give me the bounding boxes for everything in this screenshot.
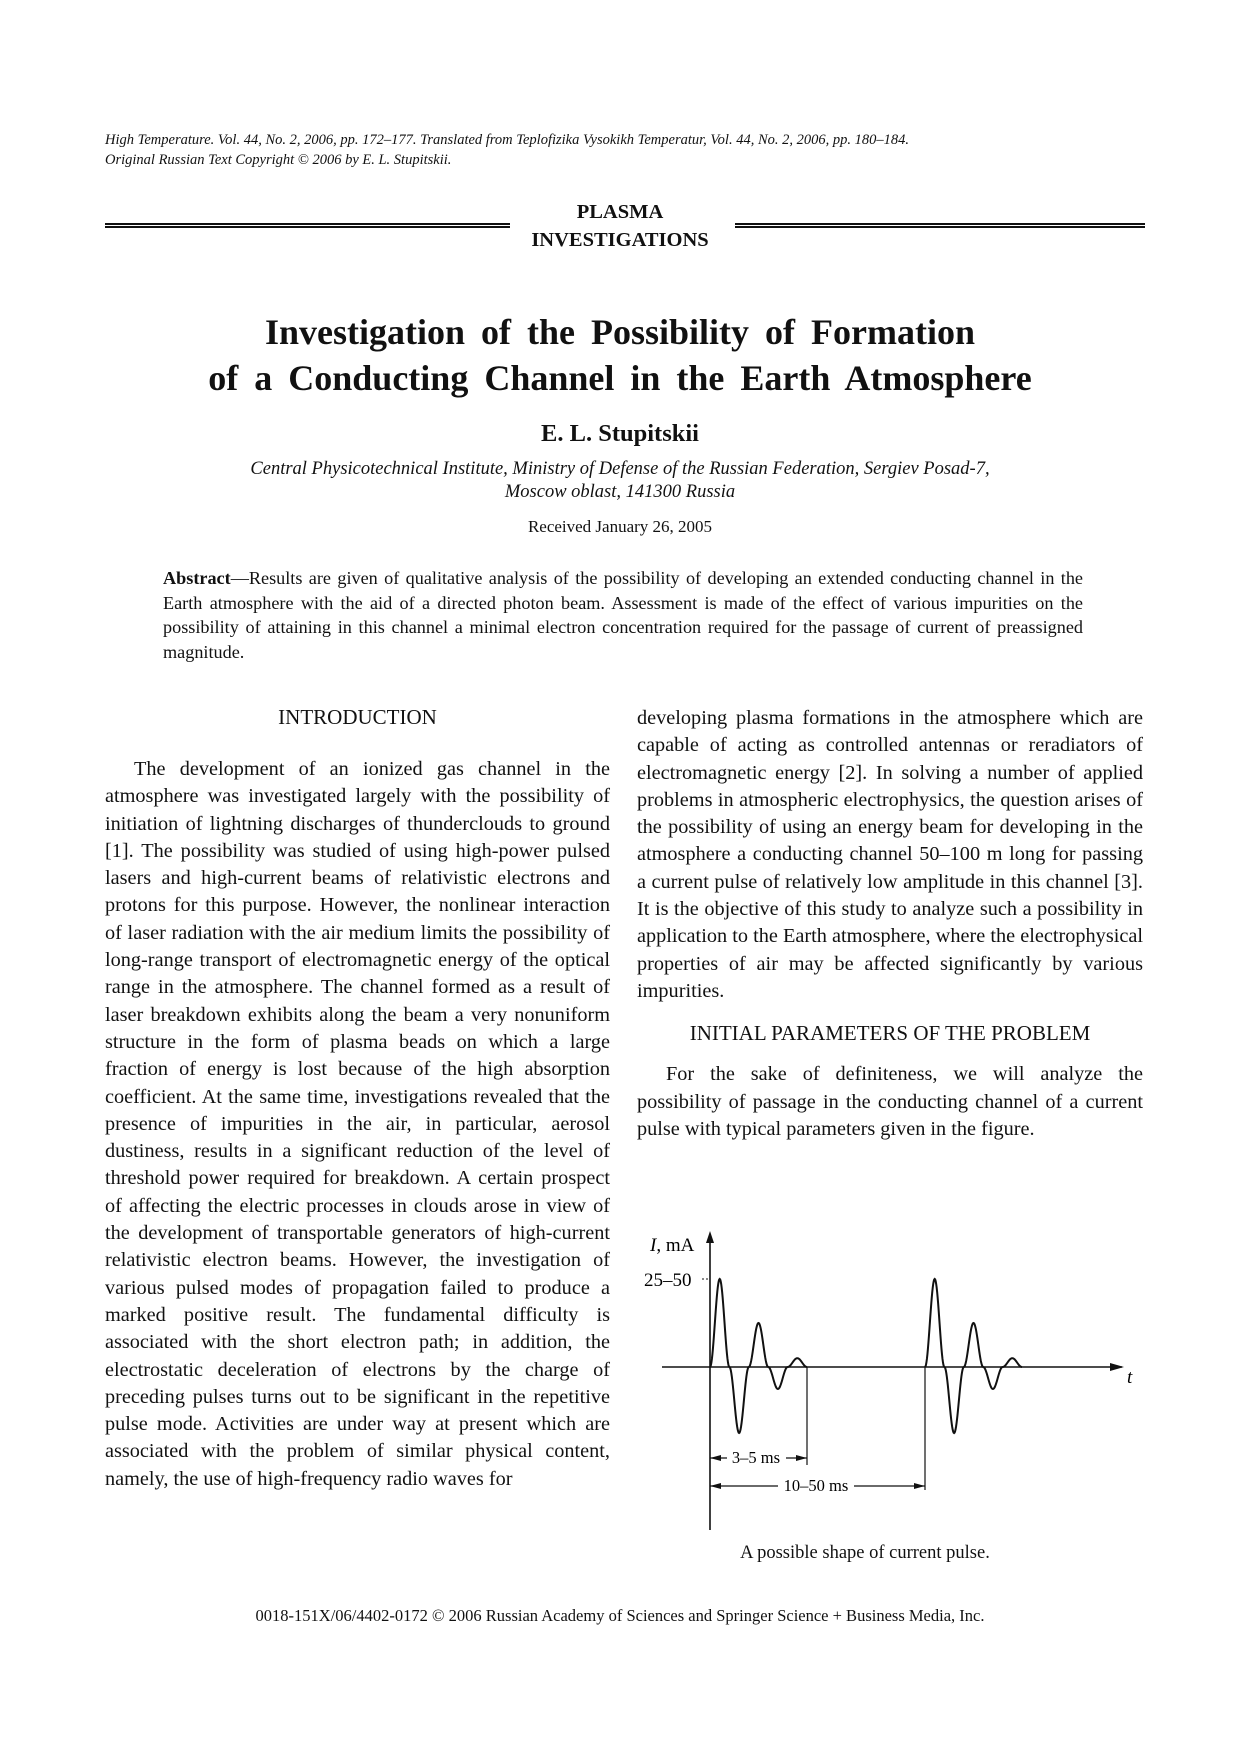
pulse-waveform-2 xyxy=(925,1279,1022,1433)
y-axis-label xyxy=(649,1235,695,1256)
abstract-text: —Results are given of qualitative analysis of the possibility of developing an extended conducting channel in the Earth atmosphere with the aid of a directed photon beam. Assessment is made of the effect of various impurities on the possibility of attaining in this channel a minimal electron concentration required for the passage of current of preassigned magnitude. xyxy=(163,568,1083,662)
author-name: E. L. Stupitskii xyxy=(541,420,699,447)
x-axis-arrow-icon xyxy=(1110,1363,1124,1371)
journal-citation: High Temperature. Vol. 44, No. 2, 2006, pp. 172–177. Translated from Teplofizika Vysokikh Temperatur, Vol. 44, No. 2, 2006, pp. 180–184. xyxy=(105,132,909,148)
section-heading-line2: INVESTIGATIONS xyxy=(531,229,709,251)
introduction-heading: INTRODUCTION xyxy=(278,705,437,729)
page-footer: 0018-151X/06/4402-0172 © 2006 Russian Academy of Sciences and Springer Science + Business Media, Inc. xyxy=(255,1606,985,1625)
y-axis-label-var: I xyxy=(650,1235,657,1256)
affiliation-line1: Central Physicotechnical Institute, Ministry of Defense of the Russian Federation, Sergiev Posad-7, xyxy=(250,459,990,479)
dim-short-arrow-right-icon xyxy=(796,1455,807,1461)
section-heading xyxy=(0,198,1240,254)
y-axis-arrow-icon xyxy=(706,1231,714,1243)
right-column xyxy=(637,705,1143,1143)
introduction-continuation: developing plasma formations in the atmosphere which are capable of acting as controlled antennas or reradiators of electromagnetic energy [2]. In solving a number of applied problems in atmospheric electrophysics, the question arises of the possibility of using an energy beam for developing in the atmosphere a conducting channel 50–100 m long for passing a current pulse of relatively low amplitude in this channel [3]. It is the objective of this study to analyze such a possibility in application to the Earth atmosphere, where the electrophysical properties of air may be affected significantly by various impurities. xyxy=(637,707,1143,1002)
introduction-paragraph: The development of an ionized gas channel in the atmosphere was investigated largely with the possibility of initiation of lightning discharges of thunderclouds to ground [1]. The possibility was studied of using high-power pulsed lasers and high-current beams of relativistic electrons and protons for this purpose. However, the nonlinear interaction of laser radiation with the air medium limits the possibility of long-range transport of electromagnetic energy of the optical range in the atmosphere. The channel formed as a result of laser breakdown exhibits along the beam a very nonuniform structure in the form of plasma beads on which a large fraction of energy is lost because of the high absorption coefficient. At the same time, investigations revealed that the presence of impurities in the air, in particular, aerosol dustiness, results in a significant reduction of the level of threshold power required for breakdown. A certain prospect of affecting the electric processes in clouds arose in view of the development of transportable generators of high-current relativistic electron beams. However, the investigation of various pulsed modes of propagation failed to produce a marked positive result. The fundamental difficulty is associated with the short electron path; in addition, the electrostatic deceleration of electrons by the charge of preceding pulses turns out to be significant in the repetitive pulse mode. Activities are under way at present which are associated with the problem of similar physical content, namely, the use of high-frequency radio waves for xyxy=(105,758,610,1490)
abstract-label: Abstract xyxy=(163,568,231,588)
affiliation-line2: Moscow oblast, 141300 Russia xyxy=(504,482,736,502)
y-tick-label: 25–50 xyxy=(644,1270,692,1291)
x-axis-label: t xyxy=(1127,1367,1133,1388)
section-heading-line1: PLASMA xyxy=(576,201,664,223)
initial-parameters-heading: INITIAL PARAMETERS OF THE PROBLEM xyxy=(689,1021,1091,1046)
abstract xyxy=(163,566,1083,664)
figure-caption: A possible shape of current pulse. xyxy=(740,1543,990,1563)
dim-short-arrow-left-icon xyxy=(710,1455,721,1461)
copyright-notice: Original Russian Text Copyright © 2006 by E. L. Stupitskii. xyxy=(105,152,452,168)
pulse-waveform-1 xyxy=(710,1279,807,1433)
dim-short-label: 3–5 ms xyxy=(731,1448,781,1467)
initial-parameters-paragraph: For the sake of definiteness, we will analyze the possibility of passage in the conducting channel of a current pulse with typical parameters given in the figure. xyxy=(637,1063,1143,1140)
current-pulse-figure xyxy=(630,1225,1150,1540)
received-date: Received January 26, 2005 xyxy=(527,517,713,536)
article-title-line1: Investigation of the Possibility of Formation xyxy=(265,312,975,352)
left-column xyxy=(105,705,610,1493)
dim-long-arrow-right-icon xyxy=(914,1483,925,1489)
article-title-line2: of a Conducting Channel in the Earth Atmosphere xyxy=(208,358,1032,398)
dim-long-label: 10–50 ms xyxy=(783,1476,849,1495)
y-axis-label-unit: , mA xyxy=(656,1235,695,1256)
article-title xyxy=(0,309,1240,401)
author-affiliation xyxy=(150,458,1090,504)
dim-long-arrow-left-icon xyxy=(710,1483,721,1489)
